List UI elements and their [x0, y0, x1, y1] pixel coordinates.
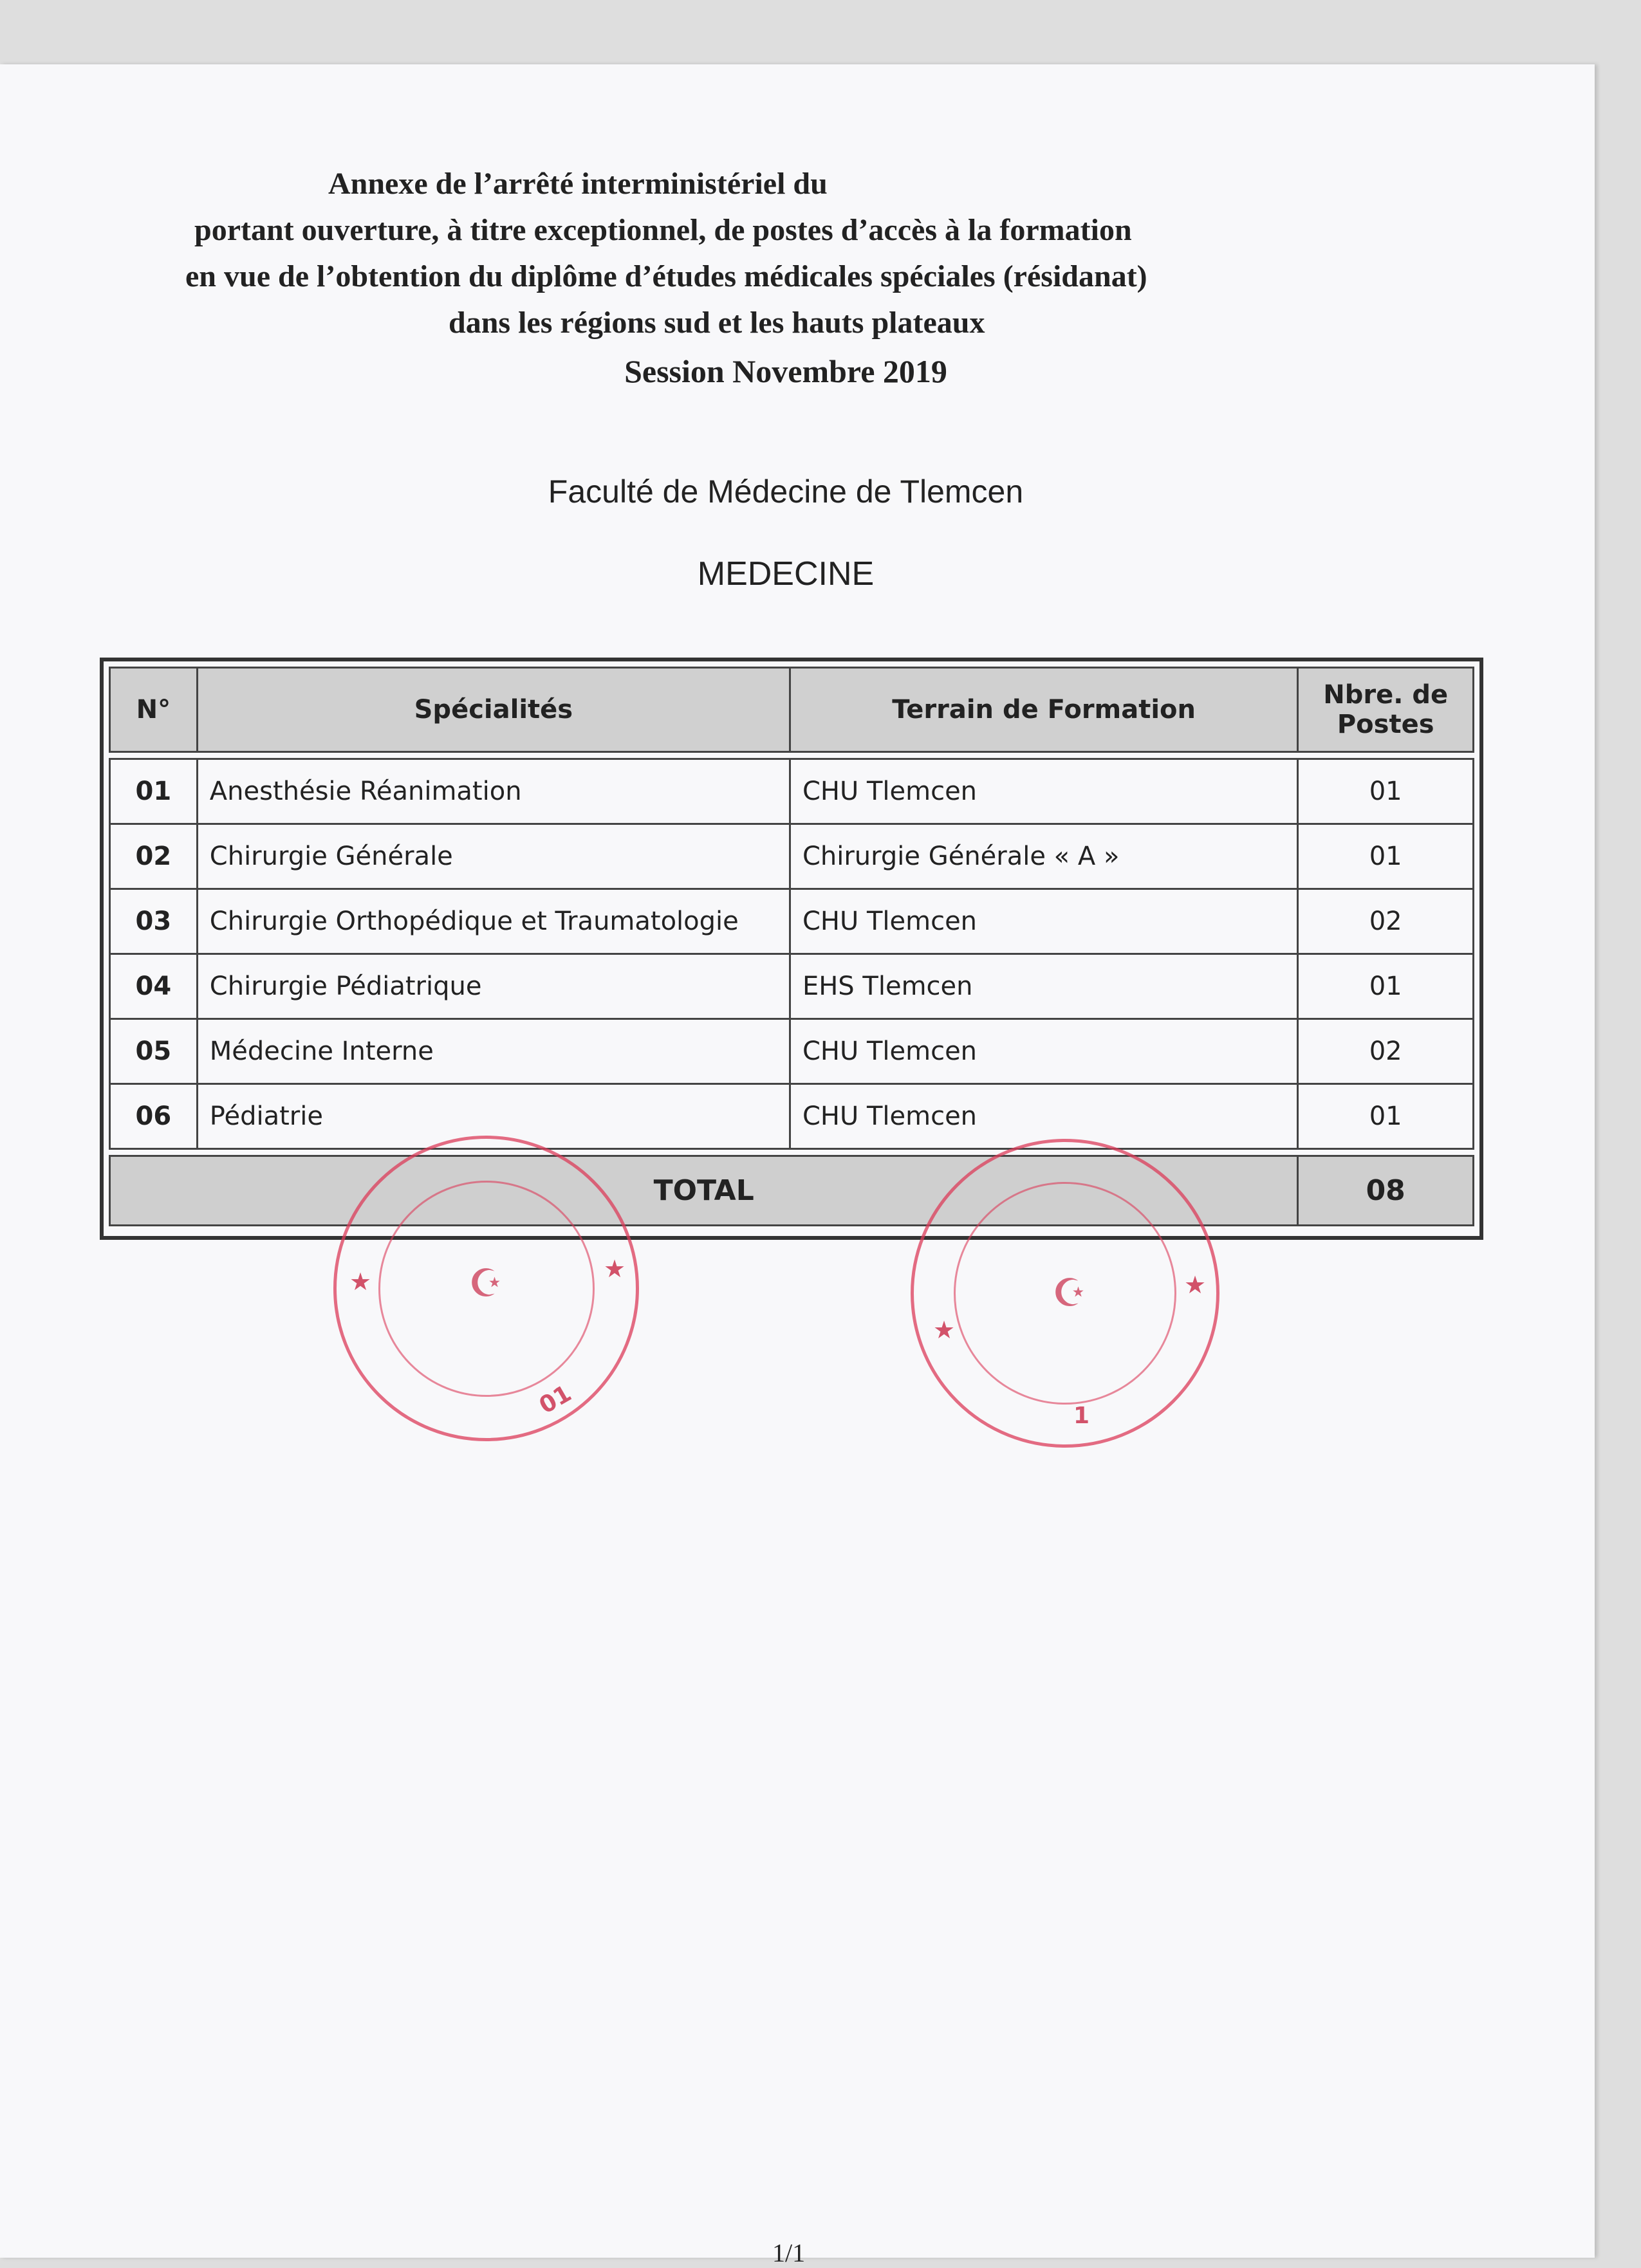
row-num: 05	[110, 1019, 198, 1084]
total-value: 08	[1298, 1156, 1474, 1226]
row-postes: 01	[1298, 824, 1474, 889]
row-num: 06	[110, 1084, 198, 1149]
total-label: TOTAL	[110, 1156, 1298, 1226]
header-postes: Nbre. de Postes	[1298, 668, 1474, 752]
row-specialite: Chirurgie Générale	[197, 824, 790, 889]
header-terrain: Terrain de Formation	[790, 668, 1297, 752]
table-row	[110, 1084, 1474, 1149]
row-terrain: Chirurgie Générale « A »	[790, 824, 1297, 889]
star-icon: ★	[1184, 1272, 1207, 1299]
document-header	[0, 161, 1641, 346]
header-line-1: Annexe de l’arrêté interministériel du	[328, 167, 828, 201]
stamp-number: 01	[535, 1380, 577, 1419]
row-terrain: CHU Tlemcen	[790, 1019, 1297, 1084]
row-specialite: Anesthésie Réanimation	[197, 759, 790, 824]
table-row	[110, 759, 1474, 824]
table-header-row	[110, 668, 1474, 752]
row-specialite: Chirurgie Pédiatrique	[197, 954, 790, 1019]
faculty-title: Faculté de Médecine de Tlemcen	[548, 474, 1024, 510]
header-line-3: en vue de l’obtention du diplôme d’études médicales spéciales (résidanat)	[185, 259, 1147, 293]
crescent-star-icon: ☪	[468, 1262, 503, 1305]
row-num: 04	[110, 954, 198, 1019]
row-terrain: EHS Tlemcen	[790, 954, 1297, 1019]
total-row	[110, 1156, 1474, 1226]
row-terrain: CHU Tlemcen	[790, 759, 1297, 824]
row-num: 01	[110, 759, 198, 824]
row-specialite: Pédiatrie	[197, 1084, 790, 1149]
star-icon: ★	[933, 1317, 956, 1344]
row-specialite: Chirurgie Orthopédique et Traumatologie	[197, 889, 790, 954]
row-postes: 01	[1298, 1084, 1474, 1149]
row-num: 02	[110, 824, 198, 889]
stamp-number: 1	[1073, 1403, 1090, 1429]
table-row	[110, 889, 1474, 954]
page-number: 1/1	[772, 2238, 806, 2267]
header-line-2: portant ouverture, à titre exceptionnel, de postes d’accès à la formation	[194, 213, 1132, 247]
session-title: Session Novembre 2019	[624, 353, 947, 389]
header-line-4: dans les régions sud et les hauts plateaux	[449, 306, 985, 340]
table-row	[110, 824, 1474, 889]
postes-table	[109, 667, 1474, 1226]
star-icon: ★	[349, 1269, 372, 1296]
row-specialite: Médecine Interne	[197, 1019, 790, 1084]
row-terrain: CHU Tlemcen	[790, 1084, 1297, 1149]
table-separator	[110, 1149, 1474, 1156]
table-separator	[110, 752, 1474, 759]
table-row	[110, 1019, 1474, 1084]
row-postes: 02	[1298, 889, 1474, 954]
header-specialites: Spécialités	[197, 668, 790, 752]
official-stamp-right	[911, 1139, 1219, 1448]
official-stamp-left	[333, 1136, 639, 1441]
row-terrain: CHU Tlemcen	[790, 889, 1297, 954]
crescent-star-icon: ☪	[1052, 1271, 1087, 1314]
postes-table-frame	[100, 658, 1483, 1240]
row-postes: 01	[1298, 759, 1474, 824]
section-title: MEDECINE	[697, 555, 875, 593]
row-postes: 02	[1298, 1019, 1474, 1084]
table-row	[110, 954, 1474, 1019]
star-icon: ★	[604, 1256, 626, 1283]
row-num: 03	[110, 889, 198, 954]
row-postes: 01	[1298, 954, 1474, 1019]
header-num: N°	[110, 668, 198, 752]
